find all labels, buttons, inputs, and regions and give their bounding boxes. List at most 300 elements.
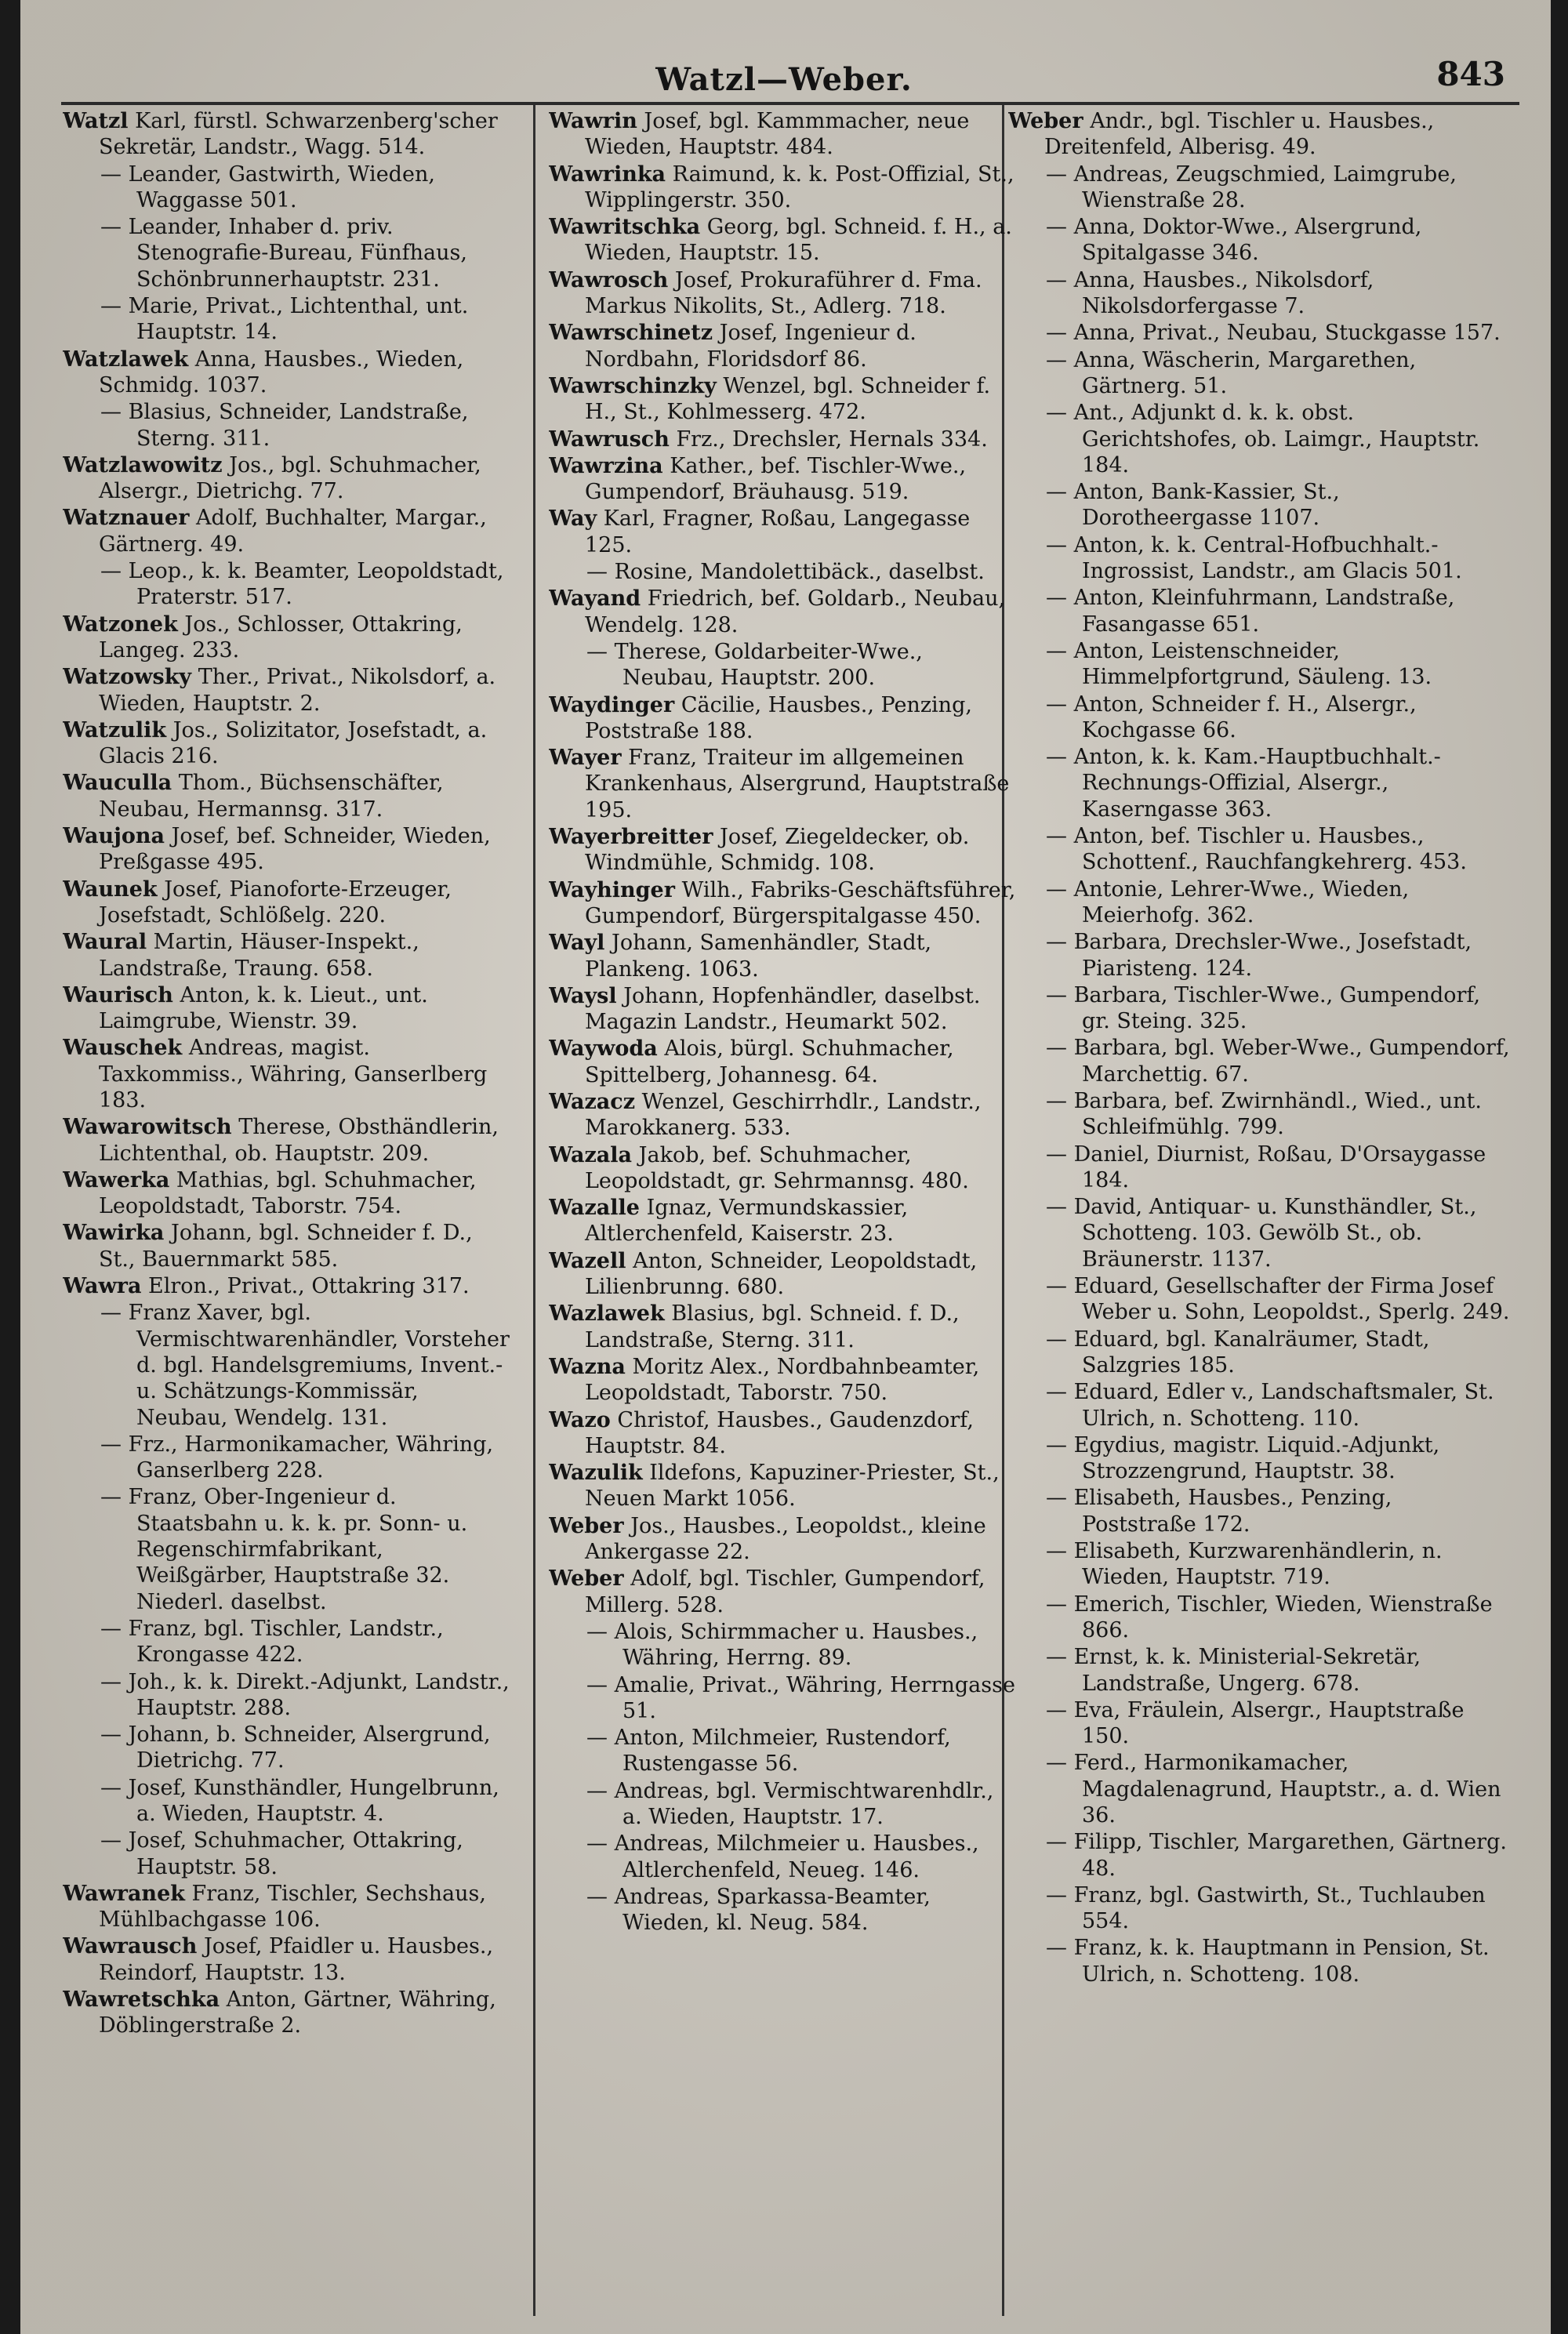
repeat-dash: — bbox=[586, 560, 615, 585]
column-divider bbox=[533, 105, 535, 2316]
directory-entry bbox=[63, 1432, 511, 1484]
entry-details: Josef, Ziegeldecker, ob. Windmühle, Schmidg. 108. bbox=[585, 825, 970, 876]
directory-entry bbox=[63, 1881, 511, 1933]
entry-details: Leander, Gastwirth, Wieden, Waggasse 501. bbox=[128, 162, 435, 212]
directory-entry bbox=[1008, 162, 1510, 214]
directory-entry bbox=[63, 770, 511, 822]
directory-entry bbox=[63, 162, 511, 214]
entry-surname: Wawirka bbox=[63, 1221, 165, 1246]
entry-details: Blasius, Schneider, Landstraße, Sterng. 311. bbox=[128, 400, 469, 451]
entry-details: Andreas, bgl. Vermischtwarenhdlr., a. Wieden, Hauptstr. 17. bbox=[614, 1778, 994, 1829]
directory-entry bbox=[1008, 108, 1510, 161]
directory-entry bbox=[549, 1248, 1018, 1301]
entry-details: Anna, Wäscherin, Margarethen, Gärtnerg. 51. bbox=[1073, 347, 1417, 398]
directory-entry bbox=[549, 214, 1018, 267]
directory-entry bbox=[1008, 1142, 1510, 1194]
repeat-dash: — bbox=[100, 1828, 129, 1853]
directory-entry bbox=[1008, 1273, 1510, 1326]
entry-details: Filipp, Tischler, Margarethen, Gärtnerg. 48. bbox=[1073, 1830, 1507, 1881]
repeat-dash: — bbox=[1046, 1645, 1074, 1670]
entry-surname: Wawrschinzky bbox=[549, 373, 717, 398]
directory-entry bbox=[1008, 691, 1510, 744]
entry-details: Josef, Pianoforte-Erzeuger, Josefstadt, Schlößelg. 220. bbox=[99, 877, 452, 927]
entry-surname: Wazala bbox=[549, 1142, 633, 1167]
directory-entry bbox=[63, 452, 511, 505]
entry-details: Ther., Privat., Nikolsdorf, a. Wieden, Hauptstr. 2. bbox=[99, 665, 496, 716]
directory-entry bbox=[549, 692, 1018, 745]
entry-surname: Watzl bbox=[63, 109, 129, 133]
directory-entry bbox=[63, 1220, 511, 1272]
repeat-dash: — bbox=[100, 1722, 129, 1748]
directory-entry bbox=[1008, 1432, 1510, 1485]
directory-entry bbox=[1008, 585, 1510, 637]
entry-details: Alois, Schirmmacher u. Hausbes., Währing, Herrng. 89. bbox=[614, 1619, 978, 1671]
entry-details: Jos., Hausbes., Leopoldst., kleine Ankergasse 22. bbox=[585, 1513, 986, 1565]
directory-entry bbox=[1008, 267, 1510, 320]
entry-details: Barbara, Drechsler-Wwe., Josefstadt, Piaristeng. 124. bbox=[1073, 930, 1472, 981]
entry-details: Georg, bgl. Schneid. f. H., a. Wieden, Hauptstr. 15. bbox=[585, 215, 1012, 266]
directory-entry bbox=[1008, 479, 1510, 532]
directory-entry bbox=[1008, 1697, 1510, 1750]
repeat-dash: — bbox=[1046, 162, 1074, 187]
repeat-dash: — bbox=[1046, 321, 1074, 346]
repeat-dash: — bbox=[100, 1301, 129, 1326]
entry-surname: Wawrzina bbox=[549, 453, 663, 478]
directory-entry bbox=[1008, 1750, 1510, 1828]
directory-entry bbox=[63, 1828, 511, 1880]
directory-entry bbox=[549, 824, 1018, 877]
repeat-dash: — bbox=[100, 294, 129, 319]
entry-details: Andr., bgl. Tischler u. Hausbes., Dreitenfeld, Alberisg. 49. bbox=[1044, 109, 1435, 160]
entry-details: Barbara, Tischler-Wwe., Gumpendorf, gr. Steing. 325. bbox=[1073, 982, 1481, 1034]
entry-details: Amalie, Privat., Währing, Herrngasse 51. bbox=[614, 1672, 1015, 1723]
directory-entry bbox=[549, 983, 1018, 1036]
repeat-dash: — bbox=[1046, 1486, 1074, 1511]
entry-details: Josef, Ingenieur d. Nordbahn, Floridsdorf 86. bbox=[585, 321, 916, 372]
entry-details: Daniel, Diurnist, Roßau, D'Orsaygasse 184. bbox=[1073, 1142, 1486, 1192]
entry-details: Franz, k. k. Hauptmann in Pension, St. Ulrich, n. Schotteng. 108. bbox=[1073, 1936, 1490, 1987]
directory-entry bbox=[1008, 982, 1510, 1035]
entry-details: Anton, Bank-Kassier, St., Dorotheergasse 1107. bbox=[1073, 480, 1340, 531]
repeat-dash: — bbox=[586, 1884, 615, 1909]
directory-entry bbox=[549, 877, 1018, 930]
entry-details: Ant., Adjunkt d. k. k. obst. Gerichtshofes, ob. Laimgr., Hauptstr. 184. bbox=[1073, 401, 1480, 477]
directory-entry bbox=[549, 1831, 1018, 1883]
entry-surname: Wawrin bbox=[549, 109, 637, 133]
repeat-dash: — bbox=[1046, 877, 1074, 902]
directory-entry bbox=[1008, 1592, 1510, 1644]
entry-surname: Waywoda bbox=[549, 1036, 658, 1062]
repeat-dash: — bbox=[1046, 401, 1074, 426]
entry-details: Johann, bgl. Schneider f. D., St., Bauernmarkt 585. bbox=[99, 1221, 473, 1272]
entry-details: Anna, Doktor-Wwe., Alsergrund, Spitalgasse 346. bbox=[1073, 215, 1422, 266]
directory-entry bbox=[63, 347, 511, 399]
entry-surname: Watzulik bbox=[63, 717, 167, 742]
repeat-dash: — bbox=[1046, 267, 1074, 292]
repeat-dash: — bbox=[100, 400, 129, 425]
directory-entry bbox=[1008, 1379, 1510, 1432]
directory-entry bbox=[549, 373, 1018, 426]
entry-details: Marie, Privat., Lichtenthal, unt. Hauptstr. 14. bbox=[128, 294, 469, 345]
entry-details: Jos., Solizitator, Josefstadt, a. Glacis 216. bbox=[99, 717, 488, 769]
entry-surname: Wayer bbox=[549, 746, 622, 771]
entry-details: Jakob, bef. Schuhmacher, Leopoldstadt, gr. Sehrmannsg. 480. bbox=[585, 1142, 969, 1193]
directory-entry bbox=[63, 1273, 511, 1299]
directory-entry bbox=[549, 1089, 1018, 1142]
entry-details: Barbara, bgl. Weber-Wwe., Gumpendorf, Marchettig. 67. bbox=[1073, 1036, 1510, 1087]
entry-details: Josef, Schuhmacher, Ottakring, Hauptstr. 58. bbox=[128, 1828, 463, 1879]
entry-surname: Wazlawek bbox=[549, 1301, 665, 1327]
directory-entry bbox=[549, 1195, 1018, 1247]
repeat-dash: — bbox=[586, 1672, 615, 1697]
directory-entry bbox=[1008, 1644, 1510, 1697]
entry-details: Franz, Ober-Ingenieur d. Staatsbahn u. k. k. pr. Sonn- u. Regenschirmfabrikant, Weißgärber, Hauptstraße 32. Niederl. daselbst. bbox=[128, 1485, 468, 1614]
entry-surname: Weber bbox=[1008, 109, 1083, 133]
directory-entry bbox=[63, 108, 511, 161]
repeat-dash: — bbox=[586, 1619, 615, 1644]
repeat-dash: — bbox=[1046, 691, 1074, 717]
entry-surname: Wawranek bbox=[63, 1881, 185, 1906]
entry-details: Ernst, k. k. Ministerial-Sekretär, Landstraße, Ungerg. 678. bbox=[1073, 1645, 1421, 1696]
entry-surname: Wauculla bbox=[63, 771, 172, 796]
entry-details: Eduard, Gesellschafter der Firma Josef Weber u. Sohn, Leopoldst., Sperlg. 249. bbox=[1073, 1274, 1510, 1325]
repeat-dash: — bbox=[1046, 824, 1074, 849]
repeat-dash: — bbox=[100, 1485, 129, 1510]
directory-entry bbox=[63, 1722, 511, 1774]
entry-details: Franz Xaver, bgl. Vermischtwarenhändler, Vorsteher d. bgl. Handelsgremiums, Invent.- u. Schätzungs-Kommissär, Neubau, Wendelg. 131. bbox=[128, 1301, 510, 1430]
entry-surname: Wayand bbox=[549, 586, 641, 612]
repeat-dash: — bbox=[100, 559, 129, 584]
entry-details: Anton, Schneider, Leopoldstadt, Lilienbrunng. 680. bbox=[585, 1248, 978, 1300]
entry-details: Franz, Tischler, Sechshaus, Mühlbachgasse 106. bbox=[99, 1881, 486, 1933]
entry-details: Elron., Privat., Ottakring 317. bbox=[148, 1274, 470, 1299]
entry-details: Ildefons, Kapuziner-Priester, St., Neuen Markt 1056. bbox=[585, 1461, 1000, 1512]
entry-details: Egydius, magistr. Liquid.-Adjunkt, Strozzengrund, Hauptstr. 38. bbox=[1073, 1432, 1440, 1484]
entry-surname: Wawarowitsch bbox=[63, 1115, 232, 1140]
entry-details: Karl, fürstl. Schwarzenberg'scher Sekretär, Landstr., Wagg. 514. bbox=[99, 109, 498, 160]
directory-entry bbox=[63, 505, 511, 557]
entry-surname: Wazo bbox=[549, 1407, 611, 1432]
directory-entry bbox=[63, 293, 511, 346]
entry-details: Moritz Alex., Nordbahnbeamter, Leopoldstadt, Taborstr. 750. bbox=[585, 1354, 980, 1406]
directory-entry bbox=[63, 1300, 511, 1430]
entry-details: Anton, k. k. Central-Hofbuchhalt.-Ingrossist, Landstr., am Glacis 501. bbox=[1073, 532, 1462, 584]
directory-entry bbox=[549, 1778, 1018, 1831]
entry-surname: Wazulik bbox=[549, 1461, 643, 1486]
entry-surname: Wawrschinetz bbox=[549, 321, 713, 346]
entry-details: Alois, bürgl. Schuhmacher, Spittelberg, Johannesg. 64. bbox=[585, 1036, 954, 1087]
directory-entry bbox=[549, 453, 1018, 506]
entry-details: Elisabeth, Hausbes., Penzing, Poststraße 172. bbox=[1073, 1486, 1392, 1537]
directory-entry bbox=[549, 506, 1018, 558]
entry-details: Raimund, k. k. Post-Offizial, St., Wipplingerstr. 350. bbox=[585, 162, 1014, 212]
directory-entry bbox=[549, 559, 1018, 585]
entry-surname: Waujona bbox=[63, 824, 165, 849]
entry-details: David, Antiquar- u. Kunsthändler, St., Schotteng. 103. Gewölb St., ob. Bräunerstr. 1137. bbox=[1073, 1195, 1477, 1272]
repeat-dash: — bbox=[1046, 1539, 1074, 1564]
entry-surname: Watznauer bbox=[63, 506, 190, 531]
repeat-dash: — bbox=[1046, 930, 1074, 955]
entry-details: Adolf, Buchhalter, Margar., Gärtnerg. 49. bbox=[99, 506, 487, 557]
entry-surname: Watzowsky bbox=[63, 665, 192, 690]
entry-surname: Weber bbox=[549, 1513, 624, 1538]
directory-entry bbox=[549, 639, 1018, 691]
directory-entry bbox=[549, 267, 1018, 320]
directory-entry bbox=[549, 1354, 1018, 1407]
directory-entry bbox=[549, 108, 1018, 161]
directory-entry bbox=[1008, 532, 1510, 585]
entry-details: Cäcilie, Hausbes., Penzing, Poststraße 188. bbox=[585, 692, 972, 743]
entry-surname: Waural bbox=[63, 930, 147, 955]
entry-details: Johann, Hopfenhändler, daselbst. Magazin Landstr., Heumarkt 502. bbox=[585, 983, 981, 1035]
directory-entry bbox=[63, 929, 511, 982]
entry-details: Barbara, bef. Zwirnhändl., Wied., unt. Schleifmühlg. 799. bbox=[1073, 1088, 1482, 1140]
entry-details: Franz, bgl. Tischler, Landstr., Krongasse 422. bbox=[128, 1616, 444, 1668]
entry-details: Eduard, Edler v., Landschaftsmaler, St. Ulrich, n. Schotteng. 110. bbox=[1073, 1380, 1494, 1431]
directory-entry bbox=[549, 1619, 1018, 1672]
repeat-dash: — bbox=[1046, 532, 1074, 557]
directory-entry bbox=[549, 1884, 1018, 1937]
entry-surname: Wazalle bbox=[549, 1196, 640, 1221]
repeat-dash: — bbox=[1046, 745, 1074, 770]
directory-entry bbox=[63, 1775, 511, 1828]
directory-entry bbox=[1008, 1088, 1510, 1141]
entry-surname: Wawretschka bbox=[63, 1987, 220, 2013]
entry-details: Frz., Harmonikamacher, Währing, Ganserlberg 228. bbox=[128, 1432, 494, 1483]
page-number: 843 bbox=[1436, 55, 1505, 93]
entry-surname: Watzlawowitz bbox=[63, 452, 223, 477]
entry-details: Karl, Fragner, Roßau, Langegasse 125. bbox=[585, 506, 971, 557]
directory-entry bbox=[1008, 1327, 1510, 1379]
directory-entry bbox=[63, 1669, 511, 1722]
entry-surname: Wawra bbox=[63, 1274, 142, 1299]
entry-details: Elisabeth, Kurzwarenhändlerin, n. Wieden, Hauptstr. 719. bbox=[1073, 1539, 1443, 1590]
entry-details: Wilh., Fabriks-Geschäftsführer, Gumpendorf, Bürgerspitalgasse 450. bbox=[585, 877, 1016, 928]
repeat-dash: — bbox=[586, 1831, 615, 1857]
repeat-dash: — bbox=[1046, 1936, 1074, 1961]
entry-details: Kather., bef. Tischler-Wwe., Gumpendorf, Bräuhausg. 519. bbox=[585, 453, 967, 505]
entry-details: Blasius, bgl. Schneid. f. D., Landstraße, Sterng. 311. bbox=[585, 1301, 960, 1352]
entry-surname: Wauschek bbox=[63, 1036, 183, 1061]
entry-details: Ignaz, Vermundskassier, Altlerchenfeld, Kaiserstr. 23. bbox=[585, 1196, 909, 1247]
directory-entry bbox=[63, 558, 511, 611]
entry-surname: Watzlawek bbox=[63, 347, 189, 372]
repeat-dash: — bbox=[1046, 1592, 1074, 1617]
repeat-dash: — bbox=[1046, 1697, 1074, 1722]
directory-entry bbox=[1008, 1035, 1510, 1087]
entry-details: Josef, bef. Schneider, Wieden, Preßgasse 495. bbox=[99, 824, 491, 875]
directory-entry bbox=[1008, 400, 1510, 478]
entry-details: Franz, bgl. Gastwirth, St., Tuchlauben 554. bbox=[1073, 1882, 1486, 1934]
repeat-dash: — bbox=[1046, 215, 1074, 240]
repeat-dash: — bbox=[1046, 1432, 1074, 1457]
directory-entry bbox=[549, 1513, 1018, 1566]
repeat-dash: — bbox=[100, 215, 129, 240]
entry-details: Jos., bgl. Schuhmacher, Alsergr., Dietrichg. 77. bbox=[99, 452, 481, 504]
column-3 bbox=[1008, 108, 1510, 2319]
entry-details: Josef, bgl. Kammmacher, neue Wieden, Hauptstr. 484. bbox=[585, 109, 970, 160]
entry-details: Emerich, Tischler, Wieden, Wienstraße 866. bbox=[1073, 1592, 1493, 1643]
entry-surname: Waydinger bbox=[549, 692, 675, 717]
entry-details: Josef, Kunsthändler, Hungelbrunn, a. Wieden, Hauptstr. 4. bbox=[128, 1775, 499, 1826]
repeat-dash: — bbox=[1046, 1088, 1074, 1113]
entry-details: Leander, Inhaber d. priv. Stenografie-Bureau, Fünfhaus, Schönbrunnerhauptstr. 231. bbox=[128, 215, 467, 292]
entry-details: Andreas, Milchmeier u. Hausbes., Altlerchenfeld, Neueg. 146. bbox=[614, 1831, 979, 1882]
entry-details: Anna, Privat., Neubau, Stuckgasse 157. bbox=[1073, 321, 1501, 346]
scan-edge-left bbox=[0, 0, 20, 2334]
entry-surname: Wayerbreitter bbox=[549, 825, 713, 850]
directory-entry bbox=[63, 664, 511, 717]
entry-details: Rosine, Mandolettibäck., daselbst. bbox=[614, 560, 985, 585]
directory-entry bbox=[63, 612, 511, 664]
entry-surname: Wazna bbox=[549, 1354, 626, 1379]
running-head: Watzl—Weber. bbox=[655, 61, 913, 98]
entry-details: Ferd., Harmonikamacher, Magdalenagrund, Hauptstr., a. d. Wien 36. bbox=[1073, 1751, 1501, 1828]
repeat-dash: — bbox=[100, 1616, 129, 1641]
repeat-dash: — bbox=[1046, 586, 1074, 611]
repeat-dash: — bbox=[1046, 1142, 1074, 1167]
entry-details: Franz, Traiteur im allgemeinen Krankenhaus, Alsergrund, Hauptstraße 195. bbox=[585, 746, 1010, 822]
entry-details: Christof, Hausbes., Gaudenzdorf, Hauptstr. 84. bbox=[585, 1407, 974, 1458]
entry-surname: Wawritschka bbox=[549, 215, 701, 240]
repeat-dash: — bbox=[100, 162, 129, 187]
directory-entry bbox=[1008, 929, 1510, 982]
directory-entry bbox=[549, 1142, 1018, 1195]
repeat-dash: — bbox=[1046, 1830, 1074, 1855]
directory-entry bbox=[549, 1301, 1018, 1353]
directory-entry bbox=[549, 1566, 1018, 1618]
repeat-dash: — bbox=[586, 639, 615, 664]
directory-entry bbox=[63, 1484, 511, 1614]
directory-entry bbox=[549, 586, 1018, 638]
entry-details: Jos., Schlosser, Ottakring, Langeg. 233. bbox=[99, 612, 463, 662]
repeat-dash: — bbox=[1046, 1036, 1074, 1061]
repeat-dash: — bbox=[100, 1669, 129, 1694]
directory-entry bbox=[549, 1036, 1018, 1088]
directory-entry bbox=[1008, 214, 1510, 267]
entry-surname: Wayl bbox=[549, 931, 605, 956]
repeat-dash: — bbox=[1046, 638, 1074, 663]
entry-details: Martin, Häuser-Inspekt., Landstraße, Traung. 658. bbox=[99, 930, 419, 981]
repeat-dash: — bbox=[586, 1778, 615, 1803]
repeat-dash: — bbox=[1046, 1882, 1074, 1907]
entry-surname: Wawrusch bbox=[549, 427, 670, 452]
entry-surname: Waunek bbox=[63, 877, 158, 902]
entry-details: Josef, Prokuraführer d. Fma. Markus Nikolits, St., Adlerg. 718. bbox=[585, 267, 982, 319]
repeat-dash: — bbox=[1046, 1380, 1074, 1405]
directory-entry bbox=[1008, 1485, 1510, 1537]
directory-entry bbox=[63, 1616, 511, 1668]
entry-details: Anton, Gärtner, Währing, Döblingerstraße 2. bbox=[99, 1987, 496, 2038]
entry-details: Johann, b. Schneider, Alsergrund, Dietrichg. 77. bbox=[128, 1722, 491, 1773]
entry-details: Therese, Obsthändlerin, Lichtenthal, ob. Hauptstr. 209. bbox=[99, 1115, 499, 1166]
directory-entry bbox=[1008, 1538, 1510, 1591]
entry-details: Josef, Pfaidler u. Hausbes., Reindorf, Hauptstr. 13. bbox=[99, 1934, 494, 1985]
directory-entry bbox=[549, 930, 1018, 982]
repeat-dash: — bbox=[1046, 1195, 1074, 1220]
entry-details: Johann, Samenhändler, Stadt, Plankeng. 1063. bbox=[585, 931, 932, 982]
directory-entry bbox=[1008, 1935, 1510, 1987]
header-rule bbox=[61, 102, 1519, 105]
entry-details: Anton, k. k. Kam.-Hauptbuchhalt.-Rechnungs-Offizial, Alsergr., Kaserngasse 363. bbox=[1073, 745, 1441, 822]
directory-entry bbox=[63, 1167, 511, 1220]
directory-entry bbox=[549, 320, 1018, 372]
entry-details: Anna, Hausbes., Nikolsdorf, Nikolsdorfergasse 7. bbox=[1073, 267, 1374, 319]
entry-details: Adolf, bgl. Tischler, Gumpendorf, Millerg. 528. bbox=[585, 1566, 985, 1617]
entry-details: Andreas, Zeugschmied, Laimgrube, Wienstraße 28. bbox=[1073, 162, 1457, 212]
repeat-dash: — bbox=[1046, 347, 1074, 372]
entry-details: Joh., k. k. Direkt.-Adjunkt, Landstr., Hauptstr. 288. bbox=[128, 1669, 510, 1720]
directory-entry bbox=[63, 877, 511, 929]
entry-details: Therese, Goldarbeiter-Wwe., Neubau, Hauptstr. 200. bbox=[614, 639, 923, 691]
entry-details: Friedrich, bef. Goldarb., Neubau, Wendelg. 128. bbox=[585, 586, 1006, 637]
directory-entry bbox=[1008, 347, 1510, 400]
entry-details: Andreas, Sparkassa-Beamter, Wieden, kl. Neug. 584. bbox=[614, 1884, 931, 1936]
directory-entry bbox=[63, 214, 511, 292]
directory-entry bbox=[1008, 638, 1510, 691]
entry-surname: Way bbox=[549, 506, 597, 532]
entry-details: Frz., Drechsler, Hernals 334. bbox=[676, 427, 988, 452]
entry-details: Thom., Büchsenschäfter, Neubau, Hermannsg. 317. bbox=[99, 771, 444, 822]
entry-details: Anton, Kleinfuhrmann, Landstraße, Fasangasse 651. bbox=[1073, 586, 1455, 637]
entry-surname: Wawrosch bbox=[549, 267, 669, 292]
entry-surname: Wawrausch bbox=[63, 1934, 198, 1959]
entry-surname: Weber bbox=[549, 1566, 624, 1592]
directory-entry bbox=[549, 162, 1018, 214]
entry-surname: Wawerka bbox=[63, 1167, 170, 1192]
directory-entry bbox=[1008, 744, 1510, 822]
directory-entry bbox=[63, 823, 511, 876]
scan-edge-right bbox=[1551, 0, 1568, 2334]
directory-entry bbox=[63, 1035, 511, 1113]
directory-entry bbox=[63, 1114, 511, 1167]
directory-entry bbox=[1008, 1194, 1510, 1272]
entry-details: Anna, Hausbes., Wieden, Schmidg. 1037. bbox=[99, 347, 464, 397]
entry-details: Eva, Fräulein, Alsergr., Hauptstraße 150. bbox=[1073, 1697, 1465, 1749]
directory-entry bbox=[1008, 877, 1510, 929]
entry-details: Eduard, bgl. Kanalräumer, Stadt, Salzgries 185. bbox=[1073, 1327, 1430, 1378]
column-2 bbox=[549, 108, 1018, 2319]
directory-entry bbox=[63, 1987, 511, 2039]
column-1 bbox=[63, 108, 511, 2319]
entry-details: Anton, bef. Tischler u. Hausbes., Schottenf., Rauchfangkehrerg. 453. bbox=[1073, 824, 1467, 875]
page-header bbox=[63, 55, 1505, 102]
repeat-dash: — bbox=[1046, 1327, 1074, 1352]
directory-entry bbox=[549, 1407, 1018, 1460]
repeat-dash: — bbox=[586, 1726, 615, 1751]
entry-details: Anton, k. k. Lieut., unt. Laimgrube, Wienstr. 39. bbox=[99, 982, 428, 1034]
entry-surname: Wazell bbox=[549, 1248, 626, 1273]
entry-details: Anton, Milchmeier, Rustendorf, Rustengasse 56. bbox=[614, 1726, 951, 1777]
directory-entry bbox=[549, 745, 1018, 823]
entry-details: Mathias, bgl. Schuhmacher, Leopoldstadt, Taborstr. 754. bbox=[99, 1167, 477, 1219]
entry-details: Wenzel, Geschirrhdlr., Landstr., Marokkanerg. 533. bbox=[585, 1089, 982, 1141]
directory-entry bbox=[549, 1460, 1018, 1512]
entry-details: Anton, Schneider f. H., Alsergr., Kochgasse 66. bbox=[1073, 691, 1417, 742]
directory-entry bbox=[63, 399, 511, 452]
directory-entry bbox=[1008, 1829, 1510, 1882]
directory-entry bbox=[1008, 823, 1510, 876]
directory-entry bbox=[63, 717, 511, 770]
entry-details: Wenzel, bgl. Schneider f. H., St., Kohlmesserg. 472. bbox=[585, 373, 991, 425]
repeat-dash: — bbox=[1046, 1751, 1074, 1776]
directory-entry bbox=[1008, 1882, 1510, 1935]
entry-surname: Wawrinka bbox=[549, 162, 666, 187]
entry-surname: Wazacz bbox=[549, 1089, 636, 1114]
repeat-dash: — bbox=[1046, 1274, 1074, 1299]
entry-surname: Waurisch bbox=[63, 982, 173, 1007]
directory-entry bbox=[63, 1933, 511, 1986]
